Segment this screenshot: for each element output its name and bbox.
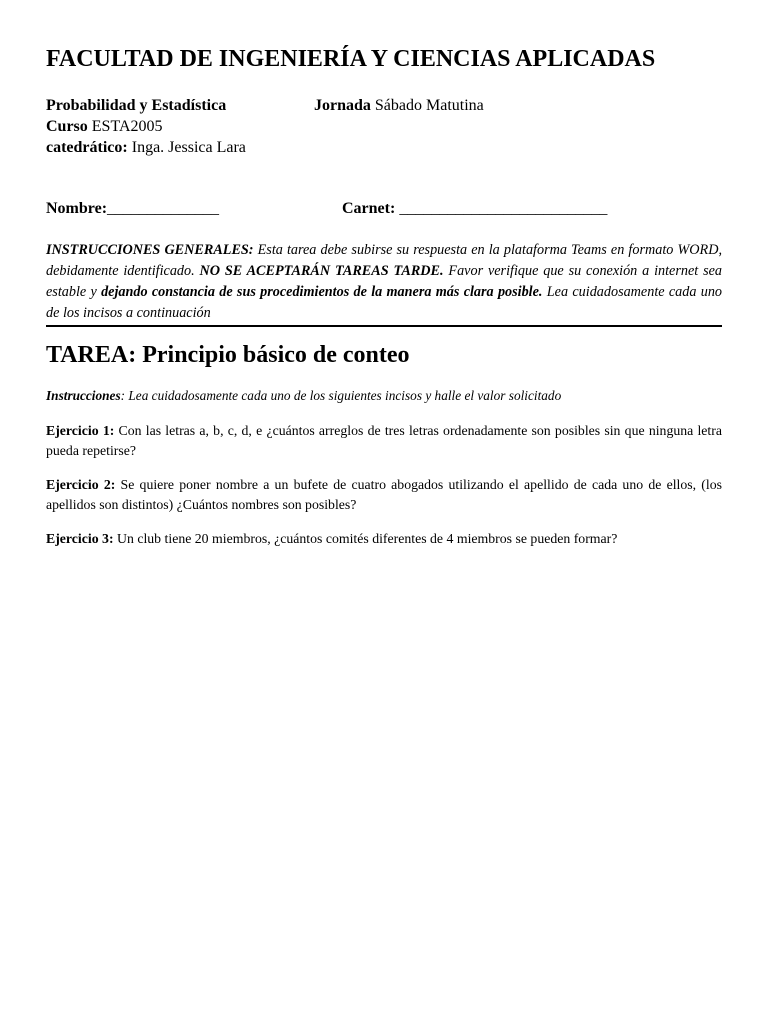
- carnet-label: Carnet:: [342, 200, 396, 217]
- faculty-title: FACULTAD DE INGENIERÍA Y CIENCIAS APLICADAS: [46, 46, 656, 72]
- jornada-value: Sábado Matutina: [374, 97, 484, 114]
- instructions-no-late: NO SE ACEPTARÁN TAREAS TARDE.: [199, 263, 444, 279]
- instructions-heading: INSTRUCCIONES GENERALES:: [46, 242, 254, 258]
- task-instructions-label: Instrucciones: [46, 388, 121, 403]
- course-info: [46, 95, 726, 158]
- exercise-1: [46, 421, 722, 461]
- exercise-2: [46, 475, 722, 515]
- curso-value: ESTA2005: [91, 118, 163, 135]
- exercise-text: Con las letras a, b, c, d, e ¿cuántos arreglos de tres letras ordenadamente son posibles sin que ninguna letra pueda repetirse?: [46, 423, 722, 458]
- instructions-text-3: Lea cuidadosamente cada uno de los incisos a continuación: [46, 284, 723, 321]
- exercise-3: [46, 529, 722, 549]
- curso-label: Curso: [46, 118, 88, 135]
- task-instructions-text: : Lea cuidadosamente cada uno de los siguientes incisos y halle el valor solicitado: [120, 388, 562, 403]
- exercise-label: Ejercicio 3:: [46, 531, 114, 546]
- exercise-label: Ejercicio 2:: [46, 477, 116, 492]
- student-fields: [46, 200, 607, 218]
- instructions-text-1: Esta tarea debe subirse su respuesta en la plataforma Teams en formato WORD, debidamente identificado.: [46, 242, 722, 279]
- carnet-field: [342, 200, 607, 218]
- nombre-field: [46, 200, 342, 218]
- catedratico-value: Inga. Jessica Lara: [131, 139, 246, 156]
- nombre-blank: ______________: [107, 200, 220, 217]
- instructions-procedures: dejando constancia de sus procedimientos de la manera más clara posible.: [101, 284, 543, 300]
- exercise-text: Un club tiene 20 miembros, ¿cuántos comités diferentes de 4 miembros se pueden formar?: [113, 531, 618, 546]
- carnet-blank: __________________________: [399, 200, 608, 217]
- jornada-label: Jornada: [314, 97, 371, 114]
- instructions-text-2: Favor verifique que su conexión a internet sea estable y: [46, 263, 722, 300]
- task-title: TAREA: Principio básico de conteo: [46, 342, 410, 368]
- course-row: [46, 95, 726, 116]
- exercise-text: Se quiere poner nombre a un bufete de cuatro abogados utilizando el apellido de cada uno de ellos, (los apellidos son distintos) ¿Cuántos nombres son posibles?: [46, 477, 722, 512]
- course-name: Probabilidad y Estadística: [46, 97, 227, 114]
- exercise-label: Ejercicio 1:: [46, 423, 115, 438]
- catedratico-row: [46, 137, 726, 158]
- curso-row: [46, 116, 726, 137]
- general-instructions: [46, 240, 722, 327]
- task-instructions: [46, 388, 561, 404]
- catedratico-label: catedrático:: [46, 139, 128, 156]
- nombre-label: Nombre:: [46, 200, 108, 217]
